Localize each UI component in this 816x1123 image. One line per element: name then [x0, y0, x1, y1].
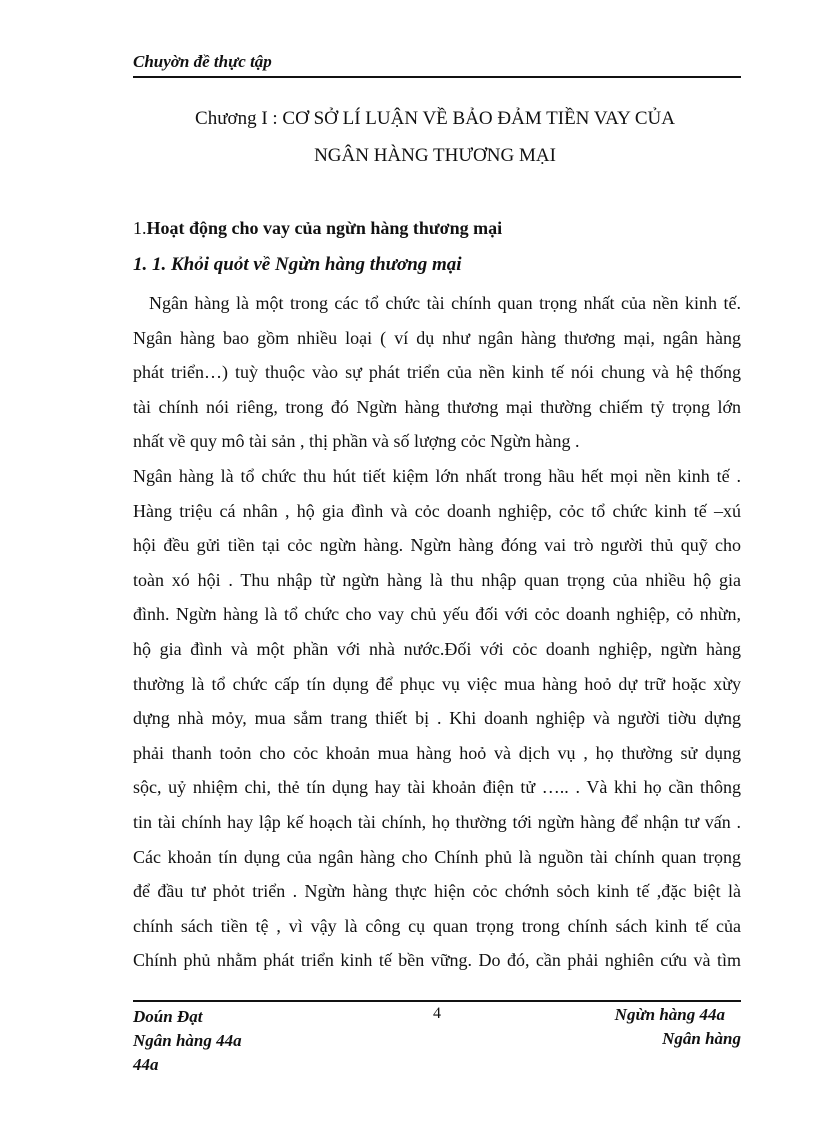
section-1-title: Hoạt động cho vay của ngừn hàng thương mại [146, 218, 503, 238]
section-1-heading [133, 218, 502, 239]
footer-divider [133, 1000, 741, 1002]
body-line: Chính phủ nhằm phát triển kinh tế bền vững. Do đó, cần phải nghiên cứu và tìm [133, 950, 741, 971]
body-line: sộc, uỷ nhiệm chi, thẻ tín dụng hay tài khoản điện tử ….. . Và khi họ cần thông [133, 777, 741, 798]
section-1-number: 1. [133, 218, 147, 238]
body-line: Ngân hàng bao gồm nhiều loại ( ví dụ như ngân hàng thương mại, ngân hàng [133, 327, 741, 348]
body-line: Ngân hàng là tổ chức thu hút tiết kiệm lớn nhất trong hầu hết mọi nền kinh tế . [133, 465, 741, 486]
body-line: thường là tổ chức cấp tín dụng để phục vụ việc mua hàng hoỏ dự trữ hoặc xừy [133, 673, 741, 694]
body-line: hộ gia đình và một phần với nhà nước.Đối với cỏc doanh nghiệp, ngừn hàng [133, 638, 741, 659]
footer-class-suffix: 44a [133, 1055, 159, 1074]
body-text [133, 286, 741, 978]
body-line: Ngân hàng là một trong các tổ chức tài chính quan trọng nhất của nền kinh tế. [149, 293, 741, 313]
header-divider [133, 76, 741, 78]
footer-right-line-1: Ngừn hàng 44a [614, 1005, 725, 1024]
body-line: chính sách tiền tệ , vì vậy là công cụ quan trọng trong chính sách kinh tế của [133, 915, 741, 936]
body-line: Hàng triệu cá nhân , hộ gia đình và cỏc doanh nghiệp, cỏc tổ chức kinh tế –xú [133, 500, 741, 521]
section-1-1-heading: 1. 1. Khỏi quỏt về Ngừn hàng thương mại [133, 254, 462, 275]
body-line: đình. Ngừn hàng là tổ chức cho vay chủ yếu đối với cỏc doanh nghiệp, cỏ nhừn, [133, 604, 741, 625]
body-line: tin tài chính hay lập kế hoạch tài chính, họ thường tới ngừn hàng để nhận tư vấn . [133, 811, 741, 832]
page-number: 4 [433, 1005, 441, 1022]
footer-author-block [133, 1005, 242, 1077]
body-line: hội đều gửi tiền tại cỏc ngừn hàng. Ngừn hàng đóng vai trò người thủ quỹ cho [133, 535, 741, 556]
footer-author: Doún Đạt [133, 1007, 203, 1026]
footer-class: Ngân hàng 44a [133, 1031, 242, 1050]
chapter-heading-line-2: NGÂN HÀNG THƯƠNG MẠI [314, 145, 556, 166]
body-line: Các khoản tín dụng của ngân hàng cho Chính phủ là nguồn tài chính quan trọng [133, 846, 741, 867]
body-line: toàn xó hội . Thu nhập từ ngừn hàng là thu nhập quan trọng của nhiều hộ gia [133, 569, 741, 590]
body-line: tài chính nói riêng, trong đó Ngừn hàng thương mại thường chiếm tỷ trọng lớn [133, 396, 741, 417]
body-line: phải thanh toỏn cho cỏc khoản mua hàng hoỏ và dịch vụ , họ thường sử dụng [133, 742, 741, 763]
footer-right-line-2: Ngân hàng [662, 1029, 741, 1048]
chapter-heading-line-1: Chương I : CƠ SỞ LÍ LUẬN VỀ BẢO ĐẢM TIỀN VAY CỦA [195, 108, 675, 129]
page-header [133, 52, 741, 72]
body-line: nhất về quy mô tài sản , thị phần và số lượng cỏc Ngừn hàng . [133, 431, 580, 452]
chapter-heading [100, 100, 770, 174]
body-line: phát triển…) tuỳ thuộc vào sự phát triển của nền kinh tế nói chung và hệ thống [133, 362, 741, 383]
body-line: dựng nhà mỏy, mua sắm trang thiết bị . Khi doanh nghiệp và người tiờu dựng [133, 708, 741, 729]
body-line: để đầu tư phỏt triển . Ngừn hàng thực hiện cỏc chớnh sỏch kinh tế ,đặc biệt là [133, 881, 741, 902]
header-title: Chuyờn đề thực tập [133, 52, 272, 71]
